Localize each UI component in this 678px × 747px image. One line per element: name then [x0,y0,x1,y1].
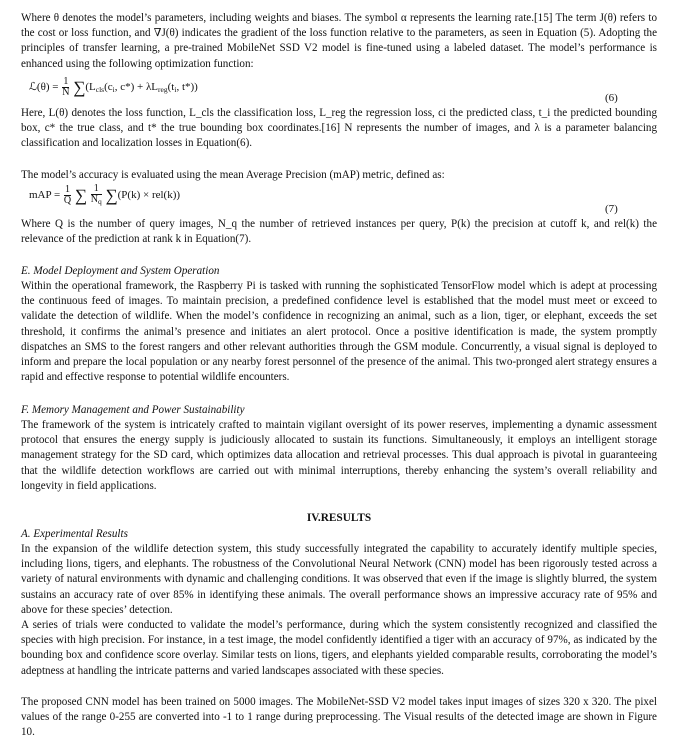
paragraph-gradient-descent: Where θ denotes the model’s parameters, including weights and biases. The symbol α represents the learning rate.[15] The term J(θ) refers to the cost or loss function, and ∇J(θ) indicates the gradient of the loss function relative to the parameters, as seen in Equation (5). Adopting the principles of transfer learning, a pre-trained MobileNet SSD V2 model is fine-tuned using a labeled dataset. The model’s performance is enhanced using the following optimization function: [21,12,657,70]
equation-6: ℒ(θ) = $\frac{1}{N}$ $\sum(L_{cls}(c_i$, $c*) + \lambda L_{reg}(t_i$, t*)) [29,76,198,98]
section-heading-f: F. Memory Management and Power Sustainability [21,404,245,416]
paragraph-trials: A series of trials were conducted to validate the model’s performance, during which the system consistently recognized and classified the species with high precision. For instance, in a test image, the model confidently identified a tiger with an accuracy of 97%, as indicated by the bounding box and confidence score overlay. Similar tests on lions, tigers, and elephants yielded comparable results, corroborating the model’s adeptness at handling the intricate patterns and varied landscapes associated with these species. [21,619,657,677]
paragraph-training-details: The proposed CNN model has been trained on 5000 images. The MobileNet-SSD V2 model takes input images of sizes 320 x 320. The pixel values of the range 0-255 are converted into -1 to 1 range during preprocessing. The Visual results of the detected image are shown in Figure 10. [21,696,657,739]
section-heading-a: A. Experimental Results [21,528,128,540]
equation-7: mAP = $\frac{1}{Q}$ ∑ $\frac{1}{N_q}$ ∑(P(k) × rel(k)) [29,183,181,206]
paragraph-results-overview: In the expansion of the wildlife detection system, this study successfully integrated the capability to accurately identify multiple species, including lions, tigers, and elephants. The robustness of the Convolutional Neural Network (CNN) model has been rigorously tested across a variety of natural environments with dynamic and challenging conditions. It was observed that even if the image is slightly blurred, the system sustains an accuracy rate of over 85% in identifying these animals. The overall performance shows an impressive accuracy rate of 95% and above for these species’ detection. [21,543,657,616]
paragraph-map-definitions: Where Q is the number of query images, N_q the number of retrieved instances per query, P(k) the precision at cutoff k, and rel(k) the relevance of the prediction at rank k in Equation(7). [21,218,657,246]
paragraph-map-intro: The model’s accuracy is evaluated using the mean Average Precision (mAP) metric, defined as: [21,169,445,181]
paragraph-loss-definitions: Here, L(θ) denotes the loss function, L_cls the classification loss, L_reg the regression loss, ci the predicted class, t_i the predicted bounding box, c* the true class, and t* the true bounding box coordinates.[16] N represents the number of images, and λ is a parameter balancing classification and localization losses in Equation(6). [21,107,657,150]
results-heading: IV.RESULTS [306,512,372,524]
equation-6-label: (6) [605,92,618,104]
paragraph-memory-power: The framework of the system is intricately crafted to maintain vigilant oversight of its power reserves, implementing a dynamic assessment protocol that ensures the energy supply is judiciously allocated to sustain its functions. Simultaneously, it employs an intelligent storage management strategy for the SD card, which optimizes data allocation and retrieval processes. This dual approach is pivotal in guaranteeing that the wildlife detection workflows are carried out with minimal interruptions, thereby enhancing the system’s overall reliability and longevity in field applications. [21,419,657,492]
section-heading-e: E. Model Deployment and System Operation [21,265,220,277]
paragraph-deployment: Within the operational framework, the Raspberry Pi is tasked with running the sophisticated TensorFlow model which is adept at processing the continuous feed of images. To maintain precision, a predefined confidence level is established that the model must meet or exceed to validate the detection of wildlife. When the model’s confidence in recognizing an animal, such as a lion, tiger, or elephant, exceeds the set threshold, it confirms the animal’s presence and initiates an alert protocol. Once a positive identification is made, the system promptly dispatches an SMS to the forest rangers and other relevant authorities through the GSM module. Concurrently, a visual signal is deployed to inform and prepare the local population or any nearby forest personnel of the presence of the animal. This two-pronged alert strategy ensures a rapid and effective response to potential wildlife encounters. [21,280,657,384]
equation-7-label: (7) [605,203,618,215]
